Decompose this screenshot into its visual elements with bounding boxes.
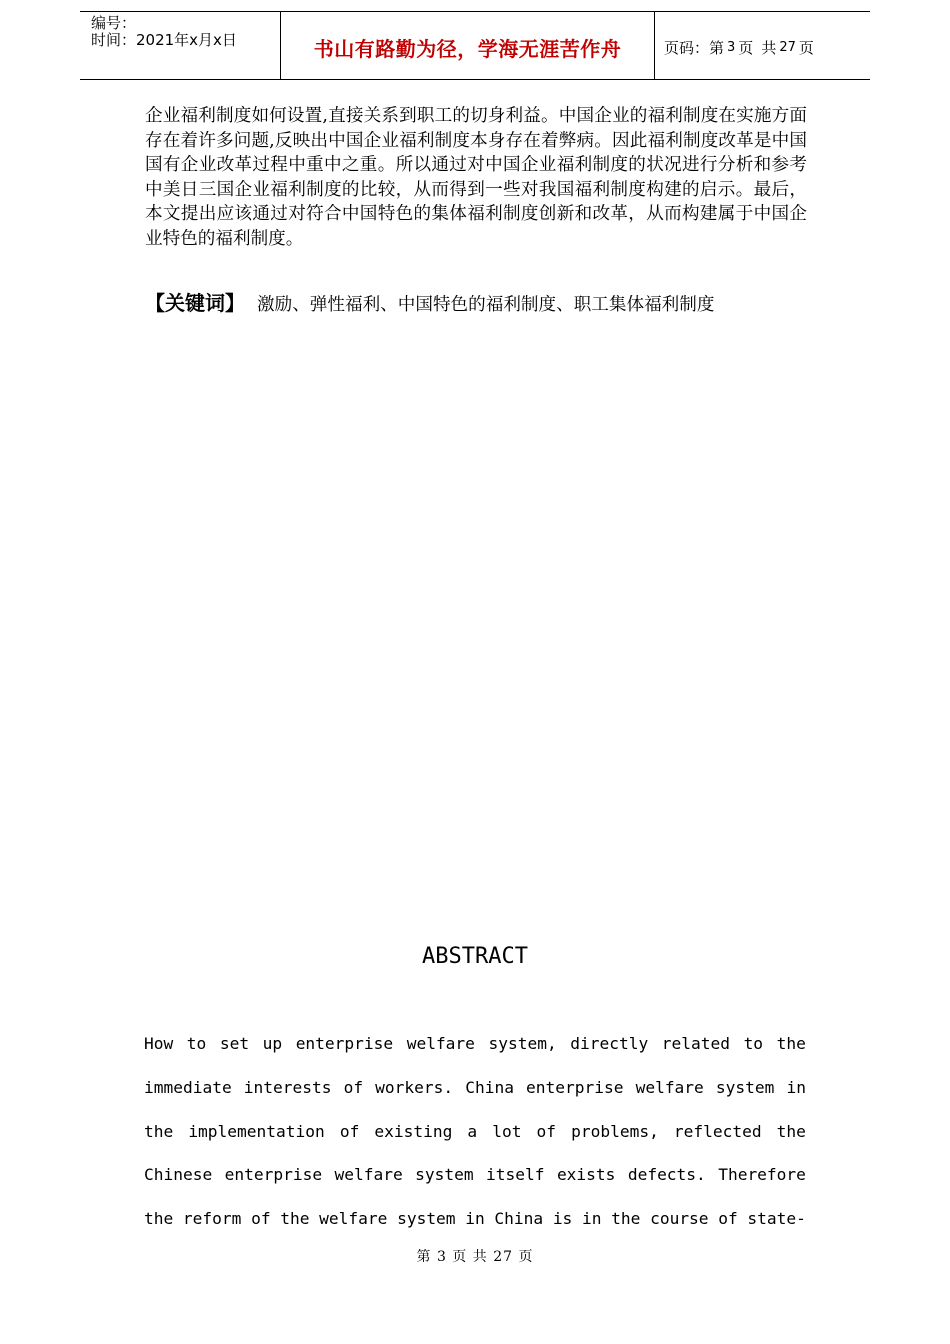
abstract-heading: ABSTRACT	[422, 944, 528, 969]
header-page-unit: 页	[738, 39, 754, 57]
abstract-line	[144, 1110, 806, 1154]
abstract-word: a	[467, 1121, 478, 1141]
abstract-line	[144, 1153, 806, 1197]
header-number-label: 编号：	[91, 14, 137, 32]
abstract-word: system	[397, 1209, 456, 1229]
header-page-total-prefix: 共	[761, 39, 777, 57]
abstract-word: in	[786, 1077, 806, 1097]
abstract-word: exists	[556, 1165, 616, 1185]
abstract-word: to	[186, 1034, 207, 1053]
header-page-current: 3	[727, 40, 736, 55]
abstract-word: interests	[243, 1077, 332, 1097]
abstract-word: to	[743, 1034, 764, 1053]
keywords-text: 激励、弹性福利、中国特色的福利制度、职工集体福利制度	[257, 295, 715, 315]
abstract-word: the	[611, 1209, 641, 1229]
abstract-word: course	[650, 1209, 709, 1229]
header-page-cell	[655, 12, 870, 79]
english-abstract-paragraph	[144, 1022, 806, 1241]
abstract-word: up	[262, 1034, 283, 1053]
header-motto-cell	[281, 12, 655, 79]
abstract-word: system	[415, 1165, 474, 1185]
page-footer: 第 3 页 共 27 页	[416, 1249, 534, 1265]
chinese-abstract-paragraph: 企业福利制度如何设置,直接关系到职工的切身利益。中国企业的福利制度在实施方面存在着许多问题,反映出中国企业福利制度本身存在着弊病。因此福利制度改革是中国国有企业改革过程中重中之重。所以通过对中国企业福利制度的状况进行分析和参考中美日三国企业福利制度的比较，从而得到一些对我国福利制度构建的启示。最后，本文提出应该通过对符合中国特色的集体福利制度创新和改革，从而构建属于中国企业特色的福利制度。	[145, 106, 807, 249]
abstract-word: directly	[570, 1034, 649, 1053]
abstract-word: of	[536, 1121, 557, 1141]
abstract-word: in	[465, 1209, 485, 1229]
abstract-word: implementation	[188, 1121, 325, 1141]
document-header	[80, 11, 870, 80]
abstract-word: the	[776, 1034, 806, 1053]
abstract-word: welfare	[319, 1209, 388, 1229]
abstract-word: system	[715, 1077, 775, 1097]
abstract-word: related	[661, 1034, 731, 1053]
header-page-total-unit: 页	[798, 39, 814, 57]
abstract-word: is	[552, 1209, 573, 1229]
abstract-word: lot	[492, 1121, 522, 1141]
abstract-word: welfare	[635, 1077, 704, 1097]
abstract-word: enterprise	[526, 1077, 624, 1097]
abstract-word: the	[144, 1121, 174, 1141]
keywords-label: 【关键词】	[145, 291, 245, 315]
abstract-line	[144, 1066, 806, 1110]
abstract-word: reflected	[673, 1121, 762, 1141]
abstract-word: state-	[747, 1209, 806, 1229]
abstract-word: system,	[488, 1034, 557, 1053]
abstract-word: the	[776, 1121, 806, 1141]
abstract-word: Chinese	[144, 1165, 213, 1185]
abstract-word: of	[339, 1121, 360, 1141]
abstract-word: enterprise	[295, 1034, 394, 1053]
abstract-word: How	[144, 1034, 174, 1053]
abstract-word: the	[280, 1209, 310, 1229]
abstract-word: existing	[374, 1121, 453, 1141]
abstract-word: the	[144, 1209, 174, 1229]
header-page-prefix: 页码：第	[664, 39, 725, 57]
abstract-word: problems,	[571, 1121, 659, 1141]
abstract-word: itself	[486, 1165, 545, 1185]
header-motto: 书山有路勤为径，学海无涯苦作舟	[313, 37, 622, 61]
abstract-word: Therefore	[718, 1165, 806, 1185]
abstract-word: welfare	[406, 1034, 475, 1053]
abstract-word: of	[343, 1077, 364, 1097]
abstract-word: set	[219, 1034, 250, 1053]
abstract-word: of	[718, 1209, 738, 1229]
abstract-word: immediate	[144, 1077, 232, 1097]
header-meta-cell	[80, 12, 281, 79]
abstract-word: China	[494, 1209, 544, 1229]
header-time-label: 时间：2021年x月x日	[91, 31, 237, 49]
abstract-word: reform	[182, 1209, 242, 1229]
abstract-word: of	[251, 1209, 271, 1229]
abstract-word: in	[581, 1209, 602, 1229]
header-page-total: 27	[779, 40, 796, 55]
keywords-line	[145, 287, 845, 316]
abstract-word: workers.	[375, 1077, 454, 1097]
abstract-word: enterprise	[224, 1165, 323, 1185]
abstract-word: welfare	[334, 1165, 403, 1185]
abstract-word: China	[465, 1077, 514, 1097]
abstract-line	[144, 1197, 806, 1241]
abstract-word: defects.	[627, 1165, 706, 1185]
abstract-line	[144, 1022, 806, 1066]
